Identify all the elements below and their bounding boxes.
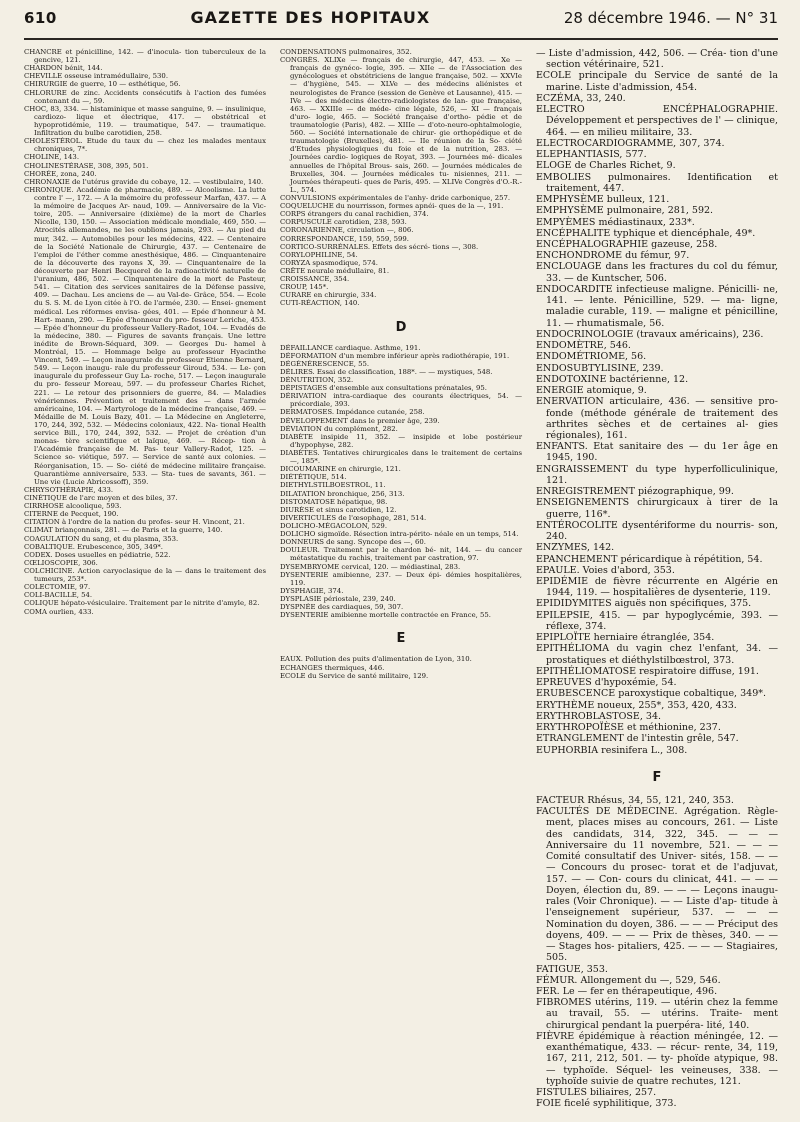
- index-entry: CHOC, 83, 334. — histaminique et masse sanguine, 9. — insulinique, cardiozo- lique et électrique, 417. — obstétrical et hypoprotidémie, 119. — traumatique, 547. — traumatique. Infiltration du bulbe carotidien, 258.: [24, 104, 266, 138]
- index-entry: CRÊTE neurale médullaire, 81.: [280, 266, 390, 275]
- index-entry: ENCHONDROME du fémur, 97.: [536, 250, 690, 262]
- index-entry: DÉRIVATION intra-cardiaque des courants électriques, 54. — précordiale, 393.: [280, 392, 522, 409]
- index-entry: ENDOCARDITE infectieuse maligne. Pénicilli- ne, 141. — lente. Pénicilline, 529. — ma- ligne, maladie curable, 119. — maligne et pénicilline, 11. — rhumatismale, 56.: [536, 283, 778, 329]
- index-entry: DISTOMATOSE hépatique, 98.: [280, 497, 388, 506]
- index-entry: CONDENSATIONS pulmonaires, 352.: [280, 48, 412, 56]
- index-entry: EPITHÉLIOMA du vagin chez l'enfant, 34. — prostatiques et diéthylstilbœstrol, 373.: [536, 643, 778, 666]
- index-entry: CROUP, 145*.: [280, 283, 329, 292]
- index-entry: DOULEUR. Traitement par le chardon bé- nit, 144. — du cancer métastatique du rachis, traitement par castration, 97.: [280, 546, 522, 563]
- index-column-3: [536, 48, 778, 1110]
- index-entry: ETRANGLEMENT de l'intestin grêle, 547.: [536, 733, 739, 745]
- index-entry: EUPHORBIA resinifera L., 308.: [536, 744, 688, 756]
- index-entry: ECZÉMA, 33, 240.: [536, 92, 626, 104]
- index-entry: CINÉTIQUE de l'arc moyen et des biles, 37.: [24, 494, 178, 503]
- index-column-2: [280, 48, 522, 1110]
- index-entry: EMBOLIES pulmonaires. Identification et traitement, 447.: [536, 171, 778, 194]
- index-entry: DYSEMBRYOME cervical, 120. — médiastinal, 283.: [280, 562, 461, 571]
- index-entry: CHLORURE de zinc. Accidents consécutifs à l'action des fumées contenant du —, 59.: [24, 88, 266, 105]
- index-entry: CORPUSCULE carotidien, 238, 593.: [280, 218, 407, 227]
- index-entry: CHOLINESTÉRASE, 308, 395, 501.: [24, 161, 149, 170]
- index-columns: [24, 48, 778, 1110]
- index-entry: EPANCHEMENT péricardique à répétition, 54.: [536, 553, 763, 565]
- header-rule: [24, 38, 778, 40]
- index-entry: DICOUMARINE en chirurgie, 121.: [280, 465, 401, 474]
- index-entry: CHOLINE, 143.: [24, 153, 80, 162]
- index-entry: CLIMAT briançonnais, 281. — de Paris et la guerre, 140.: [24, 526, 223, 535]
- index-entry: DÉFORMATION d'un membre inférieur après radiothérapie, 191.: [280, 351, 510, 360]
- index-entry: FISTULES biliaires, 257.: [536, 1087, 657, 1099]
- index-entry: CHIRURGIE de guerre, 10 — esthétique, 56.: [24, 80, 181, 89]
- index-entry: CHEVILLE osseuse intramédullaire, 530.: [24, 72, 169, 81]
- index-entry: EMPYÈMES médiastinaux, 233*.: [536, 216, 695, 228]
- index-entry: DÉVELOPPEMENT dans le premier âge, 239.: [280, 416, 440, 425]
- index-entry: DYSENTERIE amibienne mortelle contractée en France, 55.: [280, 611, 491, 620]
- index-entry: FACTEUR Rhésus, 34, 55, 121, 240, 353.: [536, 795, 734, 806]
- index-entry: DOLICHO-MÉGACOLON, 529.: [280, 522, 388, 531]
- index-entry: CITERNE de Pecquet, 190.: [24, 510, 119, 519]
- index-entry: ENDOSUBTYLISINE, 239.: [536, 362, 664, 374]
- index-entry: DERMATOSES. Impédance cutanée, 258.: [280, 408, 425, 417]
- index-entry: CURARE en chirurgie, 334.: [280, 291, 377, 300]
- index-entry: DIURÈSE et sinus carotidien, 12.: [280, 505, 397, 514]
- index-entry: CORPS étrangers du canal rachidien, 374.: [280, 210, 429, 219]
- index-entry: CODEX. Doses usuelles en pédiatrie, 522.: [24, 550, 171, 559]
- index-entry: EMPHYSÈME pulmonaire, 281, 592.: [536, 205, 714, 217]
- index-entry: COLI-BACILLE, 54.: [24, 591, 93, 600]
- index-entry: ELECTROCARDIOGRAMME, 307, 374.: [536, 137, 725, 149]
- index-entry: DIABÈTE insipide 11, 352. — insipide et lobe postérieur d'hypophyse, 282.: [280, 432, 522, 449]
- index-entry: FÉMUR. Allongement du —, 529, 546.: [536, 974, 721, 986]
- index-entry: CORYLOPHILINE, 54.: [280, 250, 358, 259]
- index-entry: COLIQUE hépato-vésiculaire. Traitement par le nitrite d'amyle, 82.: [24, 599, 260, 608]
- index-entry: EPAULE. Voies d'abord, 353.: [536, 564, 675, 576]
- index-column-1: [24, 48, 266, 1110]
- index-entry: ELEPHANTIASIS, 577.: [536, 149, 647, 161]
- index-entry: DOLICHO sigmoïde. Résection intra-périto- néale en un temps, 514.: [280, 530, 519, 539]
- index-entry: CONGRÈS. XLIXe — français de chirurgie, 447, 453. — Xe — français de gynéco- logie, 395. — XIIe — de l'Association des gynécologues et obstétriciens de langue française, 502. — XXVIe — d'hygiène, 545. — XLVe — des médecins aliénistes et neurologistes de France (session de Genève et Lausanne), 415. — IVe — des médecins électro-radiologistes de lan- gue française, 463. — XXIIIe — de méde- cine légale, 526, — XI — français d'uro- logie, 465. — Société française d'ortho- pédie et de traumatologie (Paris), 482. — XIIIe — d'oto-neuro-ophtalmologie, 560. — Société internationale de chirur- gie orthopédique et de traumatologie (Bruxelles), 481. — IIe réunion de la So- ciété d'Etudes physiologiques du foie et de la nutrition, 283. — Journées cardio- logiques de Royat, 393. — Journées mé- dicales annuelles de l'hôpital Brous- sais, 260. — Journées médicales de Bruxelles, 304. — Journées médicales tu- nisiennes, 211. — Journées thérapeuti- ques de Paris, 495. — XLIVe Congrès d'O.-R.-L., 574.: [280, 56, 522, 194]
- index-entry: ENGRAISSEMENT du type hyperfolliculinique, 121.: [536, 463, 778, 486]
- index-entry: EPITHÉLIOMATOSE respiratoire diffuse, 191.: [536, 665, 759, 677]
- index-entry: CORRESPONDANCE, 159, 559, 599.: [280, 234, 409, 243]
- index-entry: CHRONIQUE. Académie de pharmacie, 489. — Alcoolisme. La lutte contre l' —, 172. — A la mémoire du professeur Marfan, 437. — A la mémoire de Jacques Ar- naud, 109. — Anniversaire de la Vic- toire, 205. — Anniversaire (dixième) de la mort de Charles Nicolle, 130, 150. — Association médicale mondiale, 469, 550. — Atrocités allemandes, ne les oublions jamais, 293. — Au pied du mur, 342. — Automobiles pour les médecins, 422. — Centenaire de la Société Nationale de Chirurgie, 437. — Centenaire de l'emploi de l'éther comme anesthésique, 486. — Cinquantenaire de la découverte des rayons X, 39. — Cinquantenaire de la découverte par Henri Becquerel de la radioactivité naturelle de l'uranium, 486, 502. — Cinquantenaire de la mort de Pasteur, 541. — Citation des services sanitaires de la Défense passive, 409. — Dachau. Les anciens de — au Val-de- Grâce, 554. — Ecole du S. S. M. de Lyon citée à l'O. de l'armée, 230. — Ensei- gnement médical. Les réformes envisa- gées, 401. — Epée d'honneur à M. Hart- mann, 290. — Epée d'honneur du pro- fesseur Leriche, 453. — Epée d'honneur du professeur Vallery-Radot, 104. — Evadés de la médecine, 380. — Figures de savants français. Une lettre inédite de Brown-Séquard, 309. — Georges Du- hamel à Montréal, 15. — Hommage belge au professeur Hyacinthe Vincent, 549. — Leçon inaugurale du professeur Etienne Bernard, 549. — Leçon inaugu- rale du professeur Giroud, 534. — Le- çon inaugurale du professeur Guy La- roche, 517. — Leçon inaugurale du pro- fesseur Moreau, 597. — du professeur Charles Richet, 221. — Le retour des prisonniers de guerre, 84. — Maladies vénériennes. Prévention et traitement des — dans l'armée américaine, 104. — Martyrologe de la médecine française, 469. — Médaille de M. Louis Bazy, 401. — La Médecine en Angleterre, 170, 244, 392, 532. — Médecins coloniaux, 422. Na- tional Health service Bill., 170, 244, 392, 532. — Projet de création d'un monas- tère scientifique et laïque, 469. — Récep- tion à l'Académie française de M. Pas- teur Vallery-Radot, 125. — Science so- viétique, 597. — Service de santé aux colonies. — Réorganisation, 15. — So- ciété de médecine militaire française. Quarantième anniversaire, 533. — Sta- tues de savants, 361. — Une vie (Lucie Abricossoff), 359.: [24, 185, 266, 486]
- index-entry: DÉVIATION du complément, 282.: [280, 424, 398, 433]
- index-entry: FACULTÉS DE MÉDECINE. Agrégation. Règle- ment, places mises au concours, 261. — Liste des candidats, 314, 322, 345. — — — Anniversaire du 11 novembre, 521. — — — Comité consultatif des Univer- sités, 158. — — — Concours du prosec- torat et de l'adjuvat, 157. — — Con- cours du clinicat, 441. — — — Doyen, élection du, 89. — — — Leçons inaugu- rales (Voir Chronique). — — Liste d'ap- titude à l'enseignement supérieur, 537. — — — Nomination du doyen, 386. — — — Préciput des doyens, 409. — — — Prix de thèses, 340. — — — Stages hos- pitaliers, 425. — — — Stagiaires, 505.: [536, 806, 779, 964]
- index-entry: DIÉTÉTIQUE, 514.: [280, 473, 347, 482]
- page-header: [24, 6, 778, 32]
- index-entry: CHRYSOTHÉRAPIE, 433.: [24, 485, 114, 494]
- index-entry: CHOLESTÉROL. Etude du taux du — chez les malades mentaux chroniques, 7*.: [24, 137, 266, 154]
- index-entry: COAGULATION du sang, et du plasma, 353.: [24, 534, 179, 543]
- index-entry: ENCÉPHALOGRAPHIE gazeuse, 258.: [536, 238, 718, 250]
- index-entry: CUTI-RÉACTION, 140.: [280, 299, 360, 308]
- index-entry: ENERVATION articulaire, 436. — sensitive pro- fonde (méthode générale de traitement des arthrites sèches et de certaines al- gies régionales), 161.: [536, 396, 778, 441]
- index-entry: COLECTOMIE, 97.: [24, 583, 91, 592]
- index-entry: COQUELUCHE du nourrisson, formes apnéi- ques de la —, 191.: [280, 202, 504, 211]
- index-entry: DYSPHAGIE, 374.: [280, 586, 344, 595]
- index-entry: CITATION à l'ordre de la nation du profes- seur H. Vincent, 21.: [24, 518, 245, 527]
- index-entry: DÉFAILLANCE cardiaque. Asthme, 191.: [280, 343, 421, 352]
- index-entry: DÉLIRES. Essai de classification, 188*. — — mystiques, 548.: [280, 367, 493, 376]
- index-entry: ENDOTOXINE bactérienne, 12.: [536, 373, 689, 385]
- index-entry: ENCLOUAGE dans les fractures du col du fémur, 33. — de Kuntscher, 506.: [536, 261, 778, 284]
- index-entry: CHARDON bénit, 144.: [24, 64, 103, 73]
- index-entry: DONNEURS de sang. Syncope des —, 60.: [280, 538, 426, 547]
- index-entry: ENDOCRINOLOGIE (travaux américains), 236.: [536, 328, 764, 340]
- index-entry: DILATATION bronchique, 256, 313.: [280, 489, 405, 498]
- index-entry: DÉGÉNÉRESCENCE, 55.: [280, 359, 370, 368]
- index-entry: DÉPISTAGES d'ensemble aux consultations prénatales, 95.: [280, 384, 487, 393]
- index-entry: ERYTHROPOÏÈSE et méthionine, 237.: [536, 722, 721, 734]
- index-entry: ELOGE de Charles Richet, 9.: [536, 160, 676, 172]
- journal-title: GAZETTE DES HOPITAUX: [190, 8, 431, 27]
- index-entry: ECHANGES thermiques, 446.: [280, 663, 385, 672]
- index-entry: — Liste d'admission, 442, 506. — Créa- tion d'une section vétérinaire, 521.: [536, 48, 778, 71]
- section-letter: D: [395, 319, 407, 335]
- index-entry: DYSPNÉE des cardiaques, 59, 307.: [280, 603, 404, 612]
- index-entry: FATIGUE, 353.: [536, 963, 608, 975]
- index-entry: FIÈVRE épidémique à réaction méningée, 12. — exanthématique, 433. — récur- rente, 34, 119, 167, 211, 212, 501. — ty- phoïde atypique, 98. — typhoïde. Séquel- les veineuses, 338. — typhoïde suivie de quatre rechutes, 121.: [536, 1030, 778, 1087]
- index-entry: FIBROMES utérins, 119. — utérin chez la femme au travail, 55. — utérins. Traite- ment chirurgical pendant la puerpéra- lité, 140.: [536, 997, 778, 1031]
- index-entry: CORYZA spasmodique, 574.: [280, 258, 378, 267]
- index-entry: ELECTRO ENCÉPHALOGRAPHIE. Développement et perspectives de l' — clinique, 464. — en milieu militaire, 33.: [536, 104, 779, 138]
- index-entry: ENZYMES, 142.: [536, 542, 615, 554]
- index-entry: COMA ourlien, 433.: [24, 607, 94, 616]
- index-entry: COLCHICINE. Action caryoclasique de la — dans le traitement des tumeurs, 253*.: [24, 567, 266, 584]
- index-entry: ECOLE principale du Service de santé de la marine. Liste d'admission, 454.: [536, 70, 778, 93]
- index-entry: ENCÉPHALITE typhique et diencéphale, 49*.: [536, 227, 756, 239]
- index-entry: FER. Le — fer en thérapeutique, 496.: [536, 985, 718, 997]
- index-entry: EAUX. Pollution des puits d'alimentation de Lyon, 310.: [280, 655, 472, 664]
- index-entry: CROISSANCE, 354.: [280, 275, 350, 284]
- index-entry: FOIE ficelé syphilitique, 373.: [536, 1098, 677, 1110]
- index-entry: ECOLE du Service de santé militaire, 129.: [280, 671, 429, 680]
- index-entry: DIETHYLSTILBOESTROL, 11.: [280, 481, 386, 490]
- index-entry: DYSPLASIE périostale, 239, 240.: [280, 595, 396, 603]
- index-entry: CONVULSIONS expérimentales de l'anhy- dride carbonique, 257.: [280, 193, 511, 202]
- index-entry: ENERGIE atomique, 9.: [536, 385, 647, 397]
- index-entry: CORONARIENNE, circulation —, 806.: [280, 226, 414, 235]
- index-entry: ERYTHROBLASTOSE, 34.: [536, 710, 662, 722]
- section-letter: E: [396, 631, 406, 647]
- index-entry: EPIDÉMIE de fièvre récurrente en Algérie en 1944, 119. — hospitalières de dysenterie, 119.: [536, 576, 778, 599]
- index-entry: CORTICO-SURRÉNALES. Effets des sécré- tions —, 308.: [280, 242, 479, 251]
- index-entry: DÉNUTRITION, 352.: [280, 376, 354, 385]
- index-entry: EMPHYSÈME bulleux, 121.: [536, 194, 670, 206]
- index-entry: COBALTIQUE. Erubescence, 305, 349*.: [24, 542, 163, 551]
- index-entry: CIRRHOSE alcoolique, 593.: [24, 502, 122, 511]
- index-entry: ENFANTS. Etat sanitaire des — du 1er âge en 1945, 190.: [536, 441, 778, 464]
- page-number: 610: [24, 9, 57, 27]
- index-entry: EPIPLOÏTE herniaire étranglée, 354.: [536, 632, 715, 644]
- index-entry: DIABÈTES. Tentatives chirurgicales dans le traitement de certains —, 185*.: [280, 449, 522, 466]
- section-letter: F: [652, 769, 662, 785]
- index-entry: ENDOMÈTRE, 546.: [536, 340, 631, 352]
- index-entry: CŒLIOSCOPIE, 306.: [24, 558, 98, 567]
- index-entry: DIVERTICULES de l'œsophage, 281, 514.: [280, 513, 427, 522]
- index-entry: ERYTHÈME noueux, 255*, 353, 420, 433.: [536, 699, 737, 711]
- issue-date: 28 décembre 1946. — N° 31: [563, 9, 778, 27]
- index-entry: ERUBESCENCE paroxystique cobaltique, 349*.: [536, 688, 767, 700]
- index-entry: ENSEIGNEMENTS chirurgicaux à tirer de la guerre, 116*.: [536, 497, 778, 520]
- index-entry: CHORÉE, zona, 240.: [24, 169, 97, 178]
- index-entry: ENDOMÉTRIOME, 56.: [536, 351, 647, 363]
- index-entry: DYSENTERIE amibienne, 237. — Deux épi- démies hospitalières, 119.: [280, 570, 522, 587]
- index-entry: CHANCRE et pénicilline, 142. — d'inocula- tion tuberculeux de la gencive, 121.: [24, 48, 266, 65]
- index-entry: ENREGISTREMENT piézographique, 99.: [536, 486, 734, 498]
- index-entry: EPILEPSIE, 415. — par hypoglycémie, 393. — réflexe, 374.: [536, 609, 778, 632]
- index-entry: CHRONAXIE de l'utérus gravide du cobaye, 12. — vestibulaire, 140.: [24, 177, 264, 186]
- index-entry: EPIDIDYMITES aiguës non spécifiques, 375.: [536, 598, 752, 610]
- index-entry: ENTÉROCOLITE dysentériforme du nourris- son, 240.: [536, 519, 778, 543]
- index-entry: EPREUVES d'hypoxémie, 54.: [536, 677, 677, 689]
